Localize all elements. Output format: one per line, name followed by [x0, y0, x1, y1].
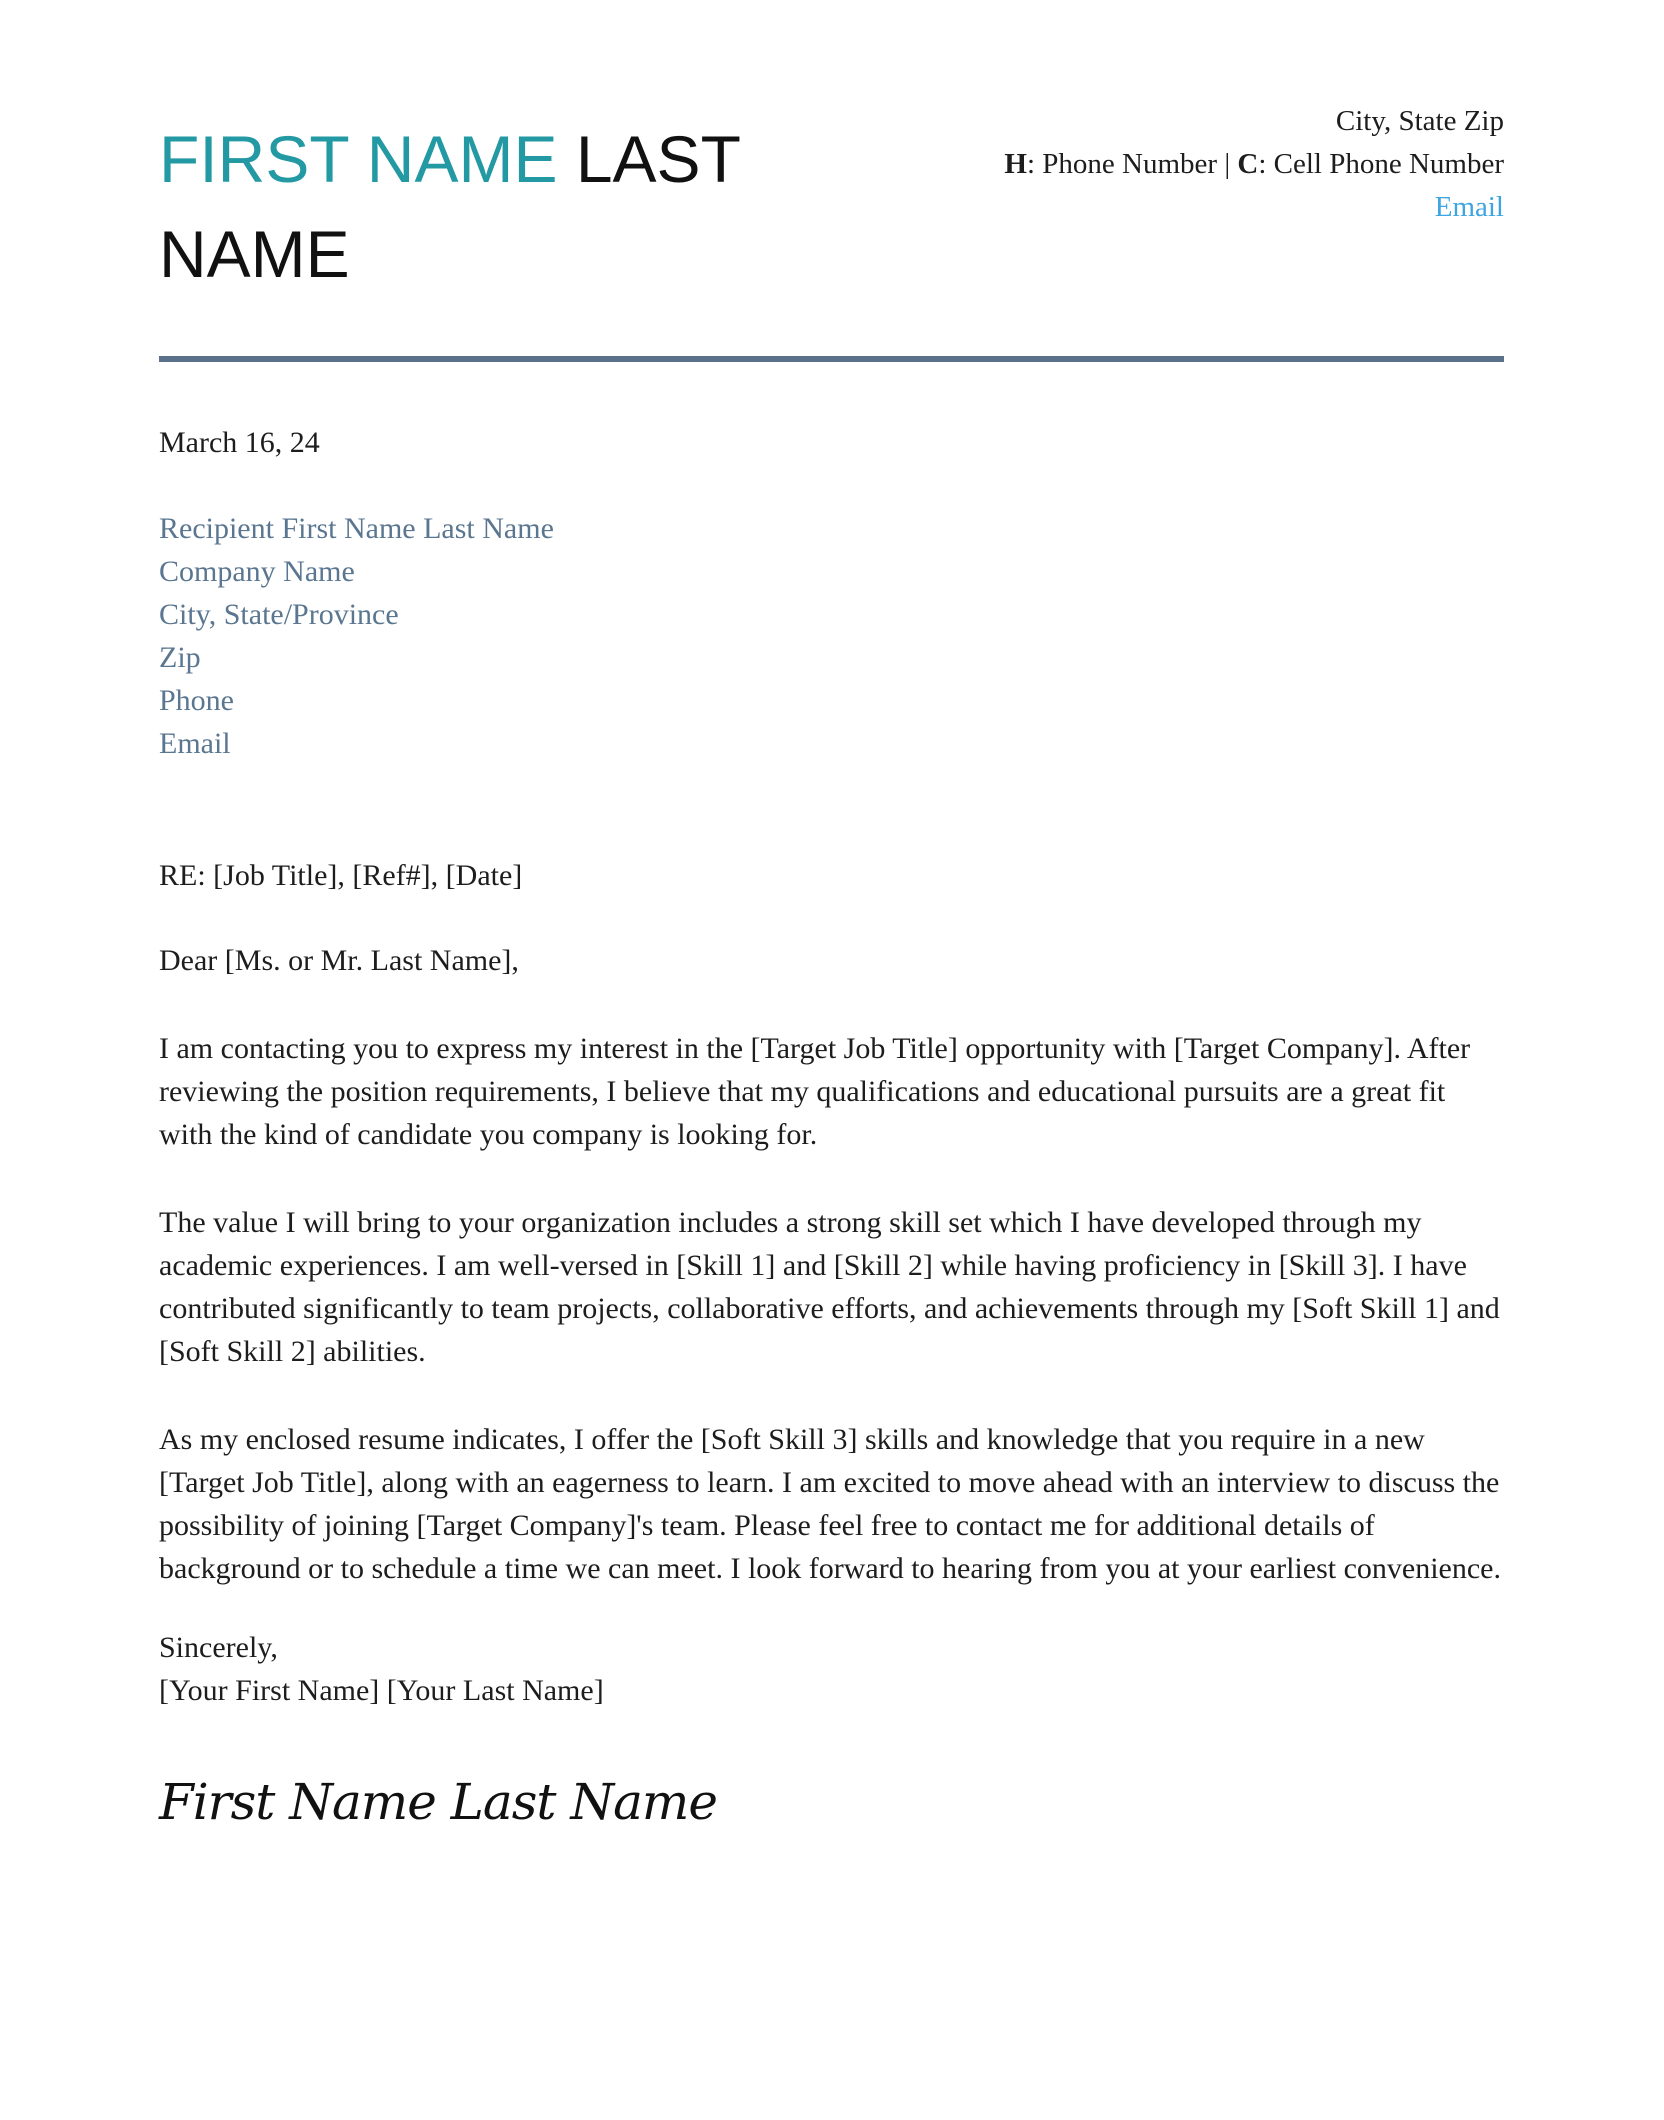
recipient-email: Email [159, 727, 231, 760]
cell-phone-label: C [1237, 148, 1259, 180]
contact-block [1004, 100, 1504, 229]
header-divider [159, 356, 1504, 362]
contact-email-line [1004, 186, 1504, 229]
typed-name: [Your First Name] [Your Last Name] [159, 1674, 604, 1707]
phone-separator: | [1217, 148, 1238, 180]
recipient-block [159, 507, 1504, 765]
salutation: Dear [Ms. or Mr. Last Name], [159, 944, 519, 977]
page-title [159, 112, 809, 302]
home-phone-value: : Phone Number [1026, 148, 1218, 180]
home-phone-label: H [1004, 148, 1027, 180]
recipient-name: Recipient First Name Last Name [159, 512, 554, 545]
handwritten-signature: First Name Last Name [159, 1773, 717, 1831]
first-name-text: FIRST NAME [159, 122, 576, 196]
contact-phone-line [1004, 143, 1504, 186]
letter-header [159, 0, 1504, 302]
paragraph-value: The value I will bring to your organization includes a strong skill set which I have developed through my academic experiences. I am well-versed in [Skill 1] and [Skill 2] while having proficiency in [Skill 3]. I have contributed significantly to team projects, collaborative efforts, and achievements through my [Soft Skill 1] and [Soft Skill 2] abilities. [159, 1206, 1500, 1368]
email-link[interactable]: Email [1434, 191, 1504, 223]
recipient-zip: Zip [159, 641, 201, 674]
contact-city-line: City, State Zip [1335, 105, 1504, 137]
paragraph-intro: I am contacting you to express my interest in the [Target Job Title] opportunity with [Target Company]. After reviewing the position requirements, I believe that my qualifications and educational pursuits are a great fit with the kind of candidate you company is looking for. [159, 1032, 1471, 1151]
subject-line: RE: [Job Title], [Ref#], [Date] [159, 859, 523, 892]
recipient-phone: Phone [159, 684, 234, 717]
last-name-text: LAST NAME [159, 122, 740, 291]
paragraph-closing: As my enclosed resume indicates, I offer the [Soft Skill 3] skills and knowledge that you require in a new [Target Job Title], along with an eagerness to learn. I am excited to move ahead with an interview to discuss the possibility of joining [Target Company]'s team. Please feel free to contact me for additional details of background or to schedule a time we can meet. I look forward to hearing from you at your earliest convenience. [159, 1423, 1502, 1585]
letter-date: March 16, 24 [159, 426, 320, 459]
closing-block [159, 1626, 1504, 1712]
closing-salutation: Sincerely, [159, 1631, 278, 1664]
letter-body [159, 421, 1504, 1838]
cell-phone-value: : Cell Phone Number [1258, 148, 1504, 180]
recipient-city-state: City, State/Province [159, 598, 399, 631]
recipient-company: Company Name [159, 555, 355, 588]
